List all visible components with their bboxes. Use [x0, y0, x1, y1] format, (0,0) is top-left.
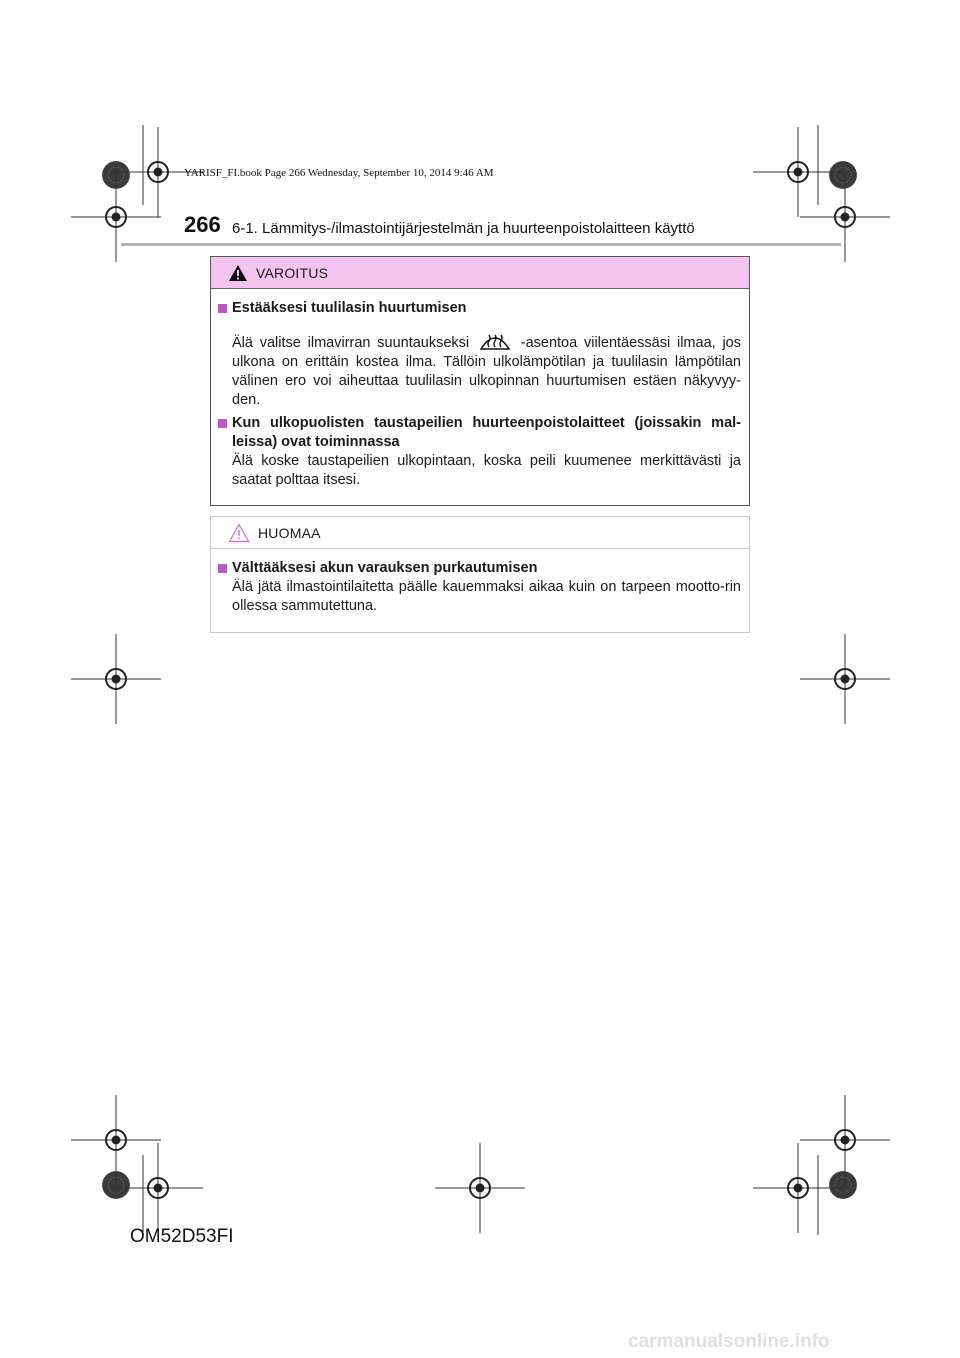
notice-box [210, 516, 750, 633]
warning-box-body [211, 289, 749, 490]
page-number: 266 [184, 212, 221, 237]
notice-item-text: Älä jätä ilmastointilaitetta päälle kauemmaksi aikaa kuin on tarpeen mootto-rin ollessa sammutettuna. [232, 579, 741, 614]
square-bullet-icon [218, 304, 227, 313]
warning-label: VAROITUS [256, 264, 329, 281]
header-rule [121, 243, 841, 246]
manual-code: OM52D53FI [130, 1226, 234, 1247]
warning-item-mirror-defroster [218, 414, 741, 490]
square-bullet-icon [218, 564, 227, 573]
warning-item-text: Älä valitse ilmavirran suuntaukseksi -asentoa viilentäessäsi ilmaa, jos ulkona on erittäin kostea ilma. Tällöin ulkolämpötilan ja tuulilasin lämpötilan välinen ero voi aiheuttaa tuulilasin ulkopinnan huurtumisen estäen näkyvyy-den. [218, 329, 741, 410]
notice-box-body [211, 549, 749, 616]
square-bullet-icon [218, 419, 227, 428]
warning-item-title: Estääksesi tuulilasin huurtumisen [218, 299, 741, 318]
windshield-defroster-icon [478, 329, 512, 353]
notice-label: HUOMAA [258, 524, 321, 541]
warning-item-windshield-fog [218, 299, 741, 410]
book-imprint-line: YARISF_FI.book Page 266 Wednesday, September 10, 2014 9:46 AM [184, 167, 494, 179]
caution-triangle-outline-icon [228, 523, 250, 543]
warning-box-header [211, 257, 749, 289]
notice-item-battery [218, 559, 741, 616]
notice-box-header [211, 517, 749, 549]
site-watermark: carmanualsonline.info [628, 1331, 830, 1352]
section-title: 6-1. Lämmitys-/ilmastointijärjestelmän ja huurteenpoistolaitteen käyttö [232, 220, 695, 237]
notice-item-title: Välttääksesi akun varauksen purkautumisen [218, 559, 741, 578]
warning-item-title: Kun ulkopuolisten taustapeilien huurteenpoistolaitteet (joissakin mal-leissa) ovat toiminnassa [218, 414, 741, 452]
warning-triangle-icon [228, 264, 248, 282]
warning-box [210, 256, 750, 506]
warning-item-text: Älä koske taustapeilien ulkopintaan, koska peili kuumenee merkittävästi ja saatat polttaa itsesi. [232, 453, 741, 488]
